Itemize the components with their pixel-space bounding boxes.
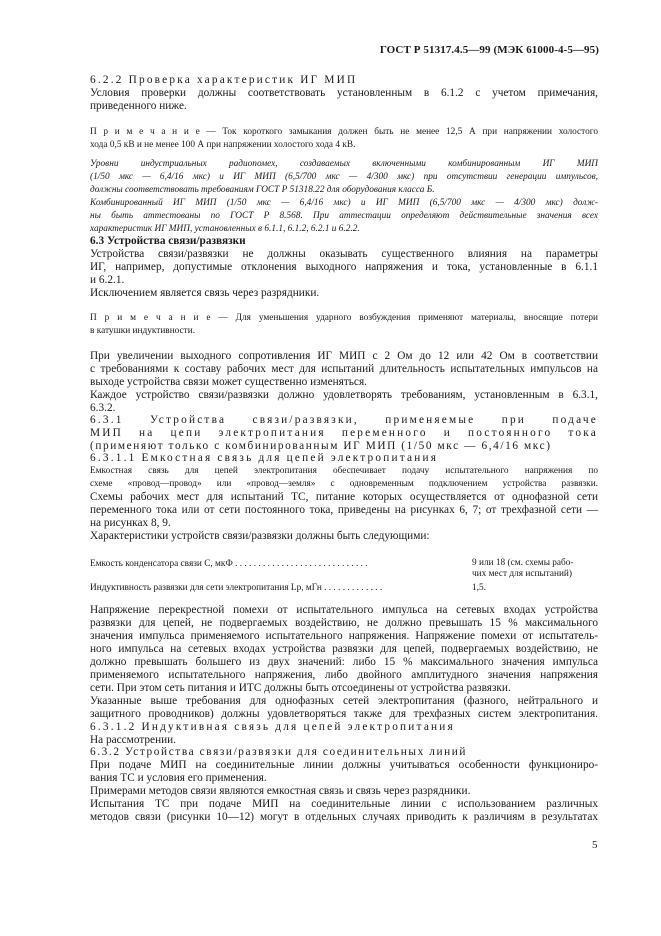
spec-capacitance-value: 9 или 18 (см. схемы рабо- <box>472 558 574 568</box>
paragraph-line: с требованиями к составу рабочих мест для испытаний длительность испытательных импульсов на <box>90 363 598 375</box>
section-heading-6-3: 6.3 Устройства связи/развязки <box>90 235 246 247</box>
page-header: ГОСТ Р 51317.4.5—99 (МЭК 61000-4-5—95) <box>379 44 599 56</box>
paragraph-line: 6.3.2. <box>90 402 116 414</box>
paragraph-line: приведенного ниже. <box>90 100 187 112</box>
paragraph-line: ИГ, например, допустимые отклонения выходного напряжения и тока, установленные в 6.1.1 <box>90 261 598 273</box>
paragraph-line: Примерами методов связи являются емкостная связь и связь через разрядники. <box>90 785 471 797</box>
spec-capacitance-value: чих мест для испытаний) <box>472 569 572 579</box>
italic-paragraph-line: характеристик ИГ МИП, установленных в 6.1.1, 6.1.2, 6.2.1 и 6.2.2. <box>90 224 360 234</box>
paragraph-line: переменного тока или от сети постоянного тока, приведены на рисунках 6, 7; от трехфазной сети — <box>90 504 598 516</box>
paragraph-line: сети. При этом сеть питания и ИТС должны быть отсоединены от устройства развязки. <box>90 682 511 694</box>
paragraph-line: развязки для цепей, не подвергаемых воздействию, не должно превышать 15 % максимального <box>90 617 598 629</box>
paragraph-line: Указанные выше требования для однофазных сетей электропитания (фазного, нейтрального и <box>90 695 598 707</box>
paragraph-line: схеме «провод—провод» или «провод—земля» с одновременным подключением устройства развязки. <box>90 479 598 489</box>
section-heading-6-3-2: 6.3.2 Устройства связи/развязки для соединительных линий <box>90 746 468 758</box>
paragraph-line: должно превышать большего из двух значений: либо 15 % максимального значения импульса <box>90 656 598 668</box>
italic-paragraph-line: Комбинированный ИГ МИП (1/50 мкс — 6,4/16 мкс) и ИГ МИП (6,5/700 мкс — 4/300 мкс) долж- <box>90 198 598 208</box>
note-line: хода 0,5 кВ и не менее 100 А при напряжении холостого хода 4 кВ. <box>90 140 356 150</box>
paragraph-line: применяемого испытательного напряжения, либо двойного амплитудного значения напряжения <box>90 669 598 681</box>
note-line: в катушки индуктивности. <box>90 326 196 336</box>
paragraph-line: Каждое устройство связи/развязки должно удовлетворять требованиям, установленным в 6.3.1, <box>90 389 598 401</box>
italic-paragraph-line: ны быть аттестованы по ГОСТ Р 8.568. При аттестации определяют действительные значения всех <box>90 211 598 221</box>
paragraph-line: Устройства связи/развязки не должны оказывать существенного влияния на параметры <box>90 248 598 260</box>
paragraph-line: Исключением является связь через разрядники. <box>90 287 320 299</box>
spec-inductance-label: Индуктивность развязки для сети электропитания Lр, мГн . . . . . . . . . . . . . <box>90 583 383 593</box>
paragraph-line: и 6.2.1. <box>90 274 125 286</box>
paragraph-line: При увеличении выходного сопротивления ИГ МИП с 2 Ом до 12 или 42 Ом в соответствии <box>90 350 598 362</box>
section-heading-6-3-1: МИП на цепи электропитания переменного и постоянного тока <box>90 427 598 439</box>
paragraph-line: Напряжение перекрестной помехи от испытательного импульса на сетевых входах устройства <box>90 604 598 616</box>
paragraph-line: вания ТС и условия его применения. <box>90 772 267 784</box>
paragraph-line: Емкостная связь для цепей электропитания обеспечивает подачу испытательного напряжения по <box>90 466 598 476</box>
paragraph-line: Условия проверки должны соответствовать установленным в 6.1.2 с учетом примечания, <box>90 87 598 99</box>
section-heading-6-2-2: 6.2.2 Проверка характеристик ИГ МИП <box>90 74 358 86</box>
section-heading-6-3-1: (применяют только с комбинированным ИГ МИП (1/50 мкс — 6,4/16 мкс) <box>90 440 552 452</box>
section-heading-6-3-1-1: 6.3.1.1 Емкостная связь для цепей электропитания <box>90 452 439 464</box>
paragraph-line: Схемы рабочих мест для испытаний ТС, питание которых осуществляется от однофазной сети <box>90 491 598 503</box>
paragraph-line: методов связи (рисунки 10—12) могут в отдельных случаях приводить к различиям в результатах <box>90 811 598 823</box>
section-heading-6-3-1: 6.3.1 Устройства связи/развязки, применяемые при подаче <box>90 414 598 426</box>
italic-paragraph-line: (1/50 мкс — 6,4/16 мкс) и ИГ МИП (6,5/700 мкс — 4/300 мкс) при отсутствии генерации импульсов, <box>90 172 598 182</box>
paragraph-line: на рисунках 8, 9. <box>90 517 171 529</box>
note-line: П р и м е ч а н и е — Для уменьшения ударного возбуждения применяют материалы, вносящие потери <box>90 313 598 323</box>
paragraph-line: защитного проводников) должны удовлетворяться также для трехфазных систем электропитания. <box>90 708 598 720</box>
paragraph-line: ного импульса на сетевых входах устройства развязки для цепей, подвергаемых воздействию, не <box>90 643 598 655</box>
paragraph-line: выходе устройства связи может существенно изменяться. <box>90 376 367 388</box>
paragraph-line: значения импульса применяемого испытательного напряжения. Напряжение помехи от испытатель- <box>90 630 598 642</box>
note-line: П р и м е ч а н и е — Ток короткого замыкания должен быть не менее 12,5 А при напряжении холостого <box>90 127 598 137</box>
italic-paragraph-line: должны соответствовать требованиям ГОСТ Р 51318.22 для оборудования класса Б. <box>90 185 435 195</box>
italic-paragraph-line: Уровни индустриальных радиопомех, создаваемых включенными комбинированным ИГ МИП <box>90 159 598 169</box>
paragraph-line: На рассмотрении. <box>90 734 177 746</box>
section-heading-6-3-1-2: 6.3.1.2 Индуктивная связь для цепей электропитания <box>90 721 455 733</box>
page-number: 5 <box>592 839 598 851</box>
spec-inductance-value: 1,5. <box>472 583 486 593</box>
spec-capacitance-label: Емкость конденсатора связи С, мкФ . . . . . . . . . . . . . . . . . . . . . . . . . . . . . <box>90 559 368 569</box>
paragraph-line: При подаче МИП на соединительные линии должны учитываться особенности функциониро- <box>90 759 598 771</box>
paragraph-line: Испытания ТС при подаче МИП на соединительные линии с использованием различных <box>90 798 598 810</box>
paragraph-line: Характеристики устройств связи/развязки должны быть следующими: <box>90 530 430 542</box>
